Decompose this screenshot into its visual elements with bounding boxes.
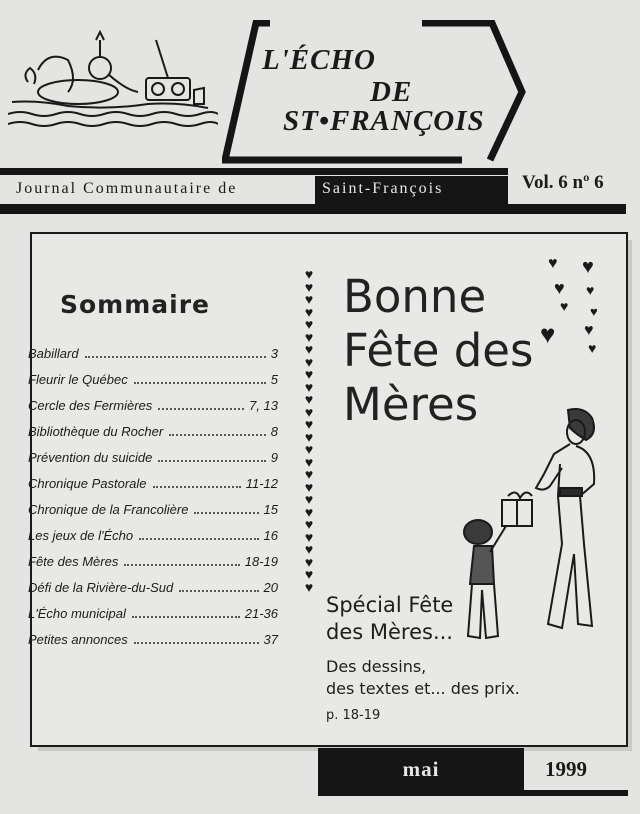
heart-icon: ♥ (540, 320, 556, 349)
toc-item-label: Petites annonces (28, 632, 128, 647)
toc-item-label: Les jeux de l'Écho (28, 528, 134, 543)
heart-icon: ♥ (588, 342, 597, 357)
masthead-title-line2: DE (370, 76, 413, 108)
toc-item (28, 502, 278, 517)
toc-item (28, 632, 278, 647)
toc-item-page: 18-19 (244, 554, 278, 569)
toc-item-page: 11-12 (245, 476, 278, 491)
toc-leader-dots (158, 459, 265, 462)
toc-item-page: 37 (263, 632, 278, 647)
toc-item-label: Chronique de la Francolière (28, 502, 189, 517)
heart-icon: ♥ (304, 393, 314, 408)
heart-icon: ♥ (304, 543, 314, 558)
headline-line2: Fête des (343, 324, 534, 377)
toc-item-label: Cercle des Fermières (28, 398, 153, 413)
heart-icon: ♥ (304, 293, 314, 308)
toc-item (28, 372, 278, 387)
masthead-title-line3: ST•FRANÇOIS (283, 105, 485, 137)
toc-item-label: Bibliothèque du Rocher (28, 424, 164, 439)
heart-icon: ♥ (304, 443, 314, 458)
toc-leader-dots (85, 355, 266, 358)
heart-icon: ♥ (304, 468, 314, 483)
toc-item-label: Prévention du suicide (28, 450, 153, 465)
toc-leader-dots (194, 511, 258, 514)
toc-leader-dots (134, 381, 266, 384)
toc-leader-dots (139, 537, 258, 540)
toc-item-page: 21-36 (244, 606, 278, 621)
special-line1: Spécial Fête (326, 593, 454, 617)
heart-icon: ♥ (586, 284, 595, 299)
toc-item (28, 606, 278, 621)
toc-item (28, 450, 278, 465)
heart-icon: ♥ (304, 555, 314, 571)
heart-icon: ♥ (304, 343, 314, 358)
issue-month: mai (402, 757, 440, 781)
footer-rule (318, 790, 628, 796)
toc-item-page: 8 (270, 424, 278, 439)
toc-item-label: Fête des Mères (28, 554, 119, 569)
heart-icon: ♥ (560, 300, 569, 315)
toc-item (28, 554, 278, 569)
masthead-title-line1: L'ÉCHO (262, 44, 376, 76)
toc-leader-dots (169, 433, 266, 436)
heart-icon: ♥ (304, 368, 314, 383)
special-feature (326, 592, 453, 646)
heart-icon: ♥ (304, 405, 314, 421)
toc-item-page: 15 (263, 502, 278, 517)
heart-icon: ♥ (582, 256, 594, 278)
volume-number: Vol. 6 nº 6 (522, 172, 604, 193)
heart-icon: ♥ (304, 280, 314, 296)
toc-item-page: 16 (263, 528, 278, 543)
special-line2: des Mères... (326, 620, 453, 644)
heart-icon: ♥ (304, 505, 314, 521)
toc-item (28, 424, 278, 439)
heart-icon: ♥ (304, 580, 314, 596)
heart-icon: ♥ (304, 418, 314, 433)
toc-item-label: Chronique Pastorale (28, 476, 147, 491)
toc-item-page: 20 (263, 580, 278, 595)
toc-item (28, 398, 278, 413)
toc-item-page: 9 (270, 450, 278, 465)
toc-item-page: 5 (270, 372, 278, 387)
heart-icon: ♥ (304, 380, 314, 396)
toc-item (28, 528, 278, 543)
heart-icon: ♥ (584, 322, 594, 339)
toc-leader-dots (124, 563, 239, 566)
bottom-rule (0, 204, 626, 214)
feature-description (326, 656, 520, 700)
description-line1: Des dessins, (326, 657, 427, 676)
toc-item-label: Défi de la Rivière-du-Sud (28, 580, 174, 595)
toc-item-label: Fleurir le Québec (28, 372, 128, 387)
toc-item-label: L'Écho municipal (28, 606, 126, 621)
toc-item (28, 476, 278, 491)
toc-item-page: 7, 13 (249, 398, 278, 413)
sommaire-title: Sommaire (60, 290, 211, 319)
heart-icon: ♥ (304, 493, 314, 508)
heart-icon: ♥ (590, 304, 598, 319)
issue-year: 1999 (545, 757, 587, 781)
heart-icon: ♥ (304, 480, 314, 496)
journal-subtitle-place: Saint-François (322, 180, 444, 197)
heart-icon: ♥ (304, 430, 314, 446)
headline-line3: Mères (343, 378, 479, 431)
toc-item (28, 580, 278, 595)
mother-and-child-gift-icon (450, 404, 610, 644)
heart-icon: ♥ (304, 318, 314, 333)
heart-icon: ♥ (304, 268, 314, 283)
heart-icon: ♥ (548, 255, 558, 272)
heart-icon: ♥ (554, 278, 565, 298)
description-line2: des textes et... des prix. (326, 679, 520, 698)
heart-icon: ♥ (304, 355, 314, 371)
toc-item-page: 3 (270, 346, 278, 361)
feature-pages: p. 18-19 (326, 708, 381, 723)
toc-item (28, 346, 278, 361)
heart-icon: ♥ (304, 568, 314, 583)
heart-icon: ♥ (304, 518, 314, 533)
toc-item-label: Babillard (28, 346, 79, 361)
toc-leader-dots (132, 615, 240, 618)
journal-subtitle: Journal Communautaire de (16, 180, 238, 197)
toc-leader-dots (158, 407, 244, 410)
heart-icon: ♥ (304, 305, 314, 321)
headline-line1: Bonne (343, 270, 487, 323)
heart-icon: ♥ (304, 330, 314, 346)
toc-leader-dots (134, 641, 259, 644)
heart-icon: ♥ (304, 455, 314, 471)
toc-leader-dots (179, 589, 258, 592)
toc-leader-dots (153, 485, 241, 488)
heart-icon: ♥ (304, 530, 314, 546)
heart-divider (302, 270, 316, 595)
person-relaxing-float-icon (8, 30, 218, 135)
